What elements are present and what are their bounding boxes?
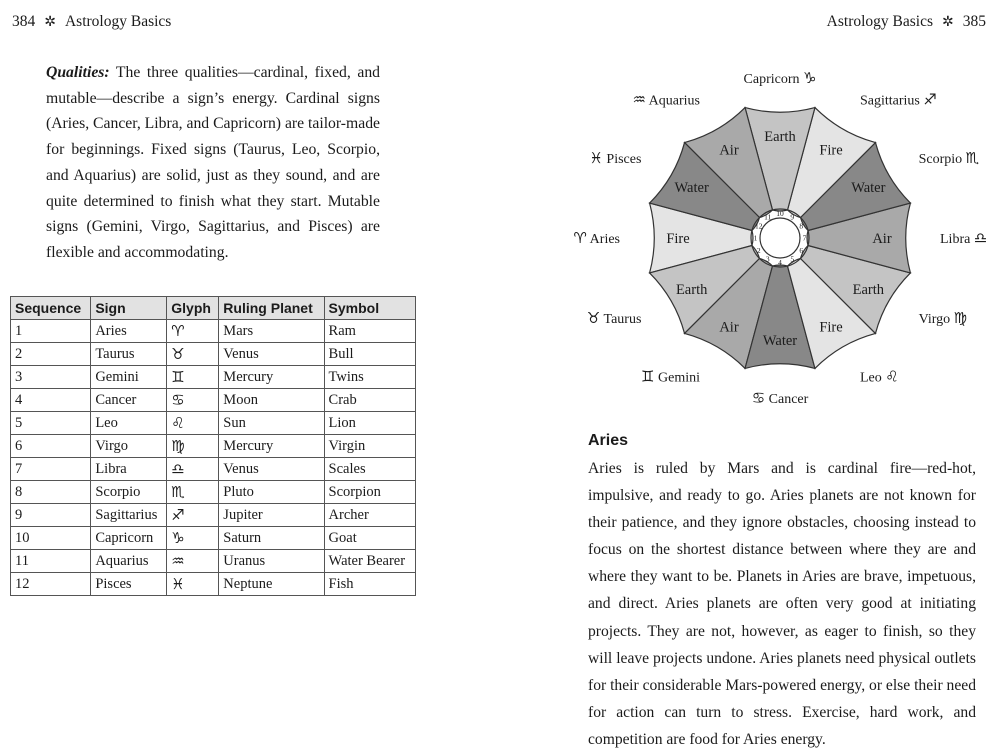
house-number: 4: [778, 258, 782, 267]
sign-name: Capricorn: [743, 72, 800, 87]
house-number: 5: [790, 254, 795, 264]
table-row: [11, 504, 416, 527]
ruling-planet-cell: Saturn: [219, 527, 324, 550]
col-sequence: Sequence: [11, 297, 91, 320]
aries-paragraph: Aries is ruled by Mars and is cardinal fire—red-hot, impulsive, and ready to go. Aries planets are not known for their patience, and they ignore obstacles, choosing instead to focus on the shortest distance between where they are and where they want to be. Planets in Aries are brave, impetuous, and direct. Aries planets are often very good at initiating projects. They are not, however, as eager to finish, so they will leave projects undone. Aries planets need physical outlets for their considerable Mars-powered energy, or else their need for action can turn to stress. Exercise, hard work, and competition are food for Aries energy.: [588, 460, 976, 748]
house-number: 3: [765, 254, 770, 264]
sign-cell: Sagittarius: [91, 504, 167, 527]
sign-label-gemini: [641, 368, 700, 386]
table-row: [11, 527, 416, 550]
sign-glyph-icon: ♌: [885, 367, 899, 386]
col-glyph: Glyph: [167, 297, 219, 320]
sign-label-sagittarius: [860, 90, 937, 108]
table-row: [11, 435, 416, 458]
element-label: Fire: [666, 231, 690, 247]
sign-name: Virgo: [918, 312, 951, 327]
aries-heading: Aries: [588, 432, 629, 449]
sign-cell: Libra: [91, 458, 167, 481]
symbol-cell: Virgin: [324, 435, 415, 458]
table-row: [11, 458, 416, 481]
qualities-lead: Qualities:: [46, 64, 110, 81]
sequence-cell: 3: [11, 366, 91, 389]
table-header-row: [11, 297, 416, 320]
sign-glyph-icon: ♍: [953, 309, 968, 327]
sign-name: Aquarius: [648, 93, 700, 109]
sign-cell: Pisces: [91, 573, 167, 596]
sign-cell: Capricorn: [91, 527, 167, 550]
table-row: [11, 343, 416, 366]
left-page-header: [12, 13, 171, 31]
sign-name: Cancer: [768, 392, 809, 407]
sequence-cell: 4: [11, 389, 91, 412]
sign-cell: Virgo: [91, 435, 167, 458]
sign-glyph-icon: ♏: [965, 149, 980, 167]
element-label: Earth: [675, 282, 708, 298]
element-label: Water: [851, 180, 886, 196]
sign-glyph-icon: ♎: [973, 229, 988, 247]
glyph-cell: ♎: [167, 458, 219, 481]
glyph-cell: ♉: [167, 343, 219, 366]
table-row: [11, 481, 416, 504]
symbol-cell: Lion: [324, 412, 415, 435]
ruling-planet-cell: Mars: [219, 320, 324, 343]
symbol-cell: Bull: [324, 343, 415, 366]
house-number: 8: [799, 221, 804, 231]
ruling-planet-cell: Uranus: [219, 550, 324, 573]
house-number: 12: [755, 221, 763, 231]
sign-name: Gemini: [658, 370, 700, 386]
ruling-planet-cell: Pluto: [219, 481, 324, 504]
sign-label-virgo: [919, 309, 968, 327]
element-label: Earth: [852, 282, 885, 298]
house-number: 11: [764, 212, 772, 222]
ruling-planet-cell: Neptune: [219, 573, 324, 596]
glyph-cell: ♒: [167, 550, 219, 573]
sequence-cell: 6: [11, 435, 91, 458]
ruling-planet-cell: Moon: [219, 389, 324, 412]
sequence-cell: 2: [11, 343, 91, 366]
ruling-planet-cell: Venus: [219, 343, 324, 366]
sequence-cell: 7: [11, 458, 91, 481]
table-row: [11, 389, 416, 412]
house-number: 9: [790, 212, 795, 222]
sign-name: Taurus: [603, 312, 642, 327]
house-number: 10: [776, 209, 784, 218]
element-label: Air: [872, 231, 892, 247]
sequence-cell: 8: [11, 481, 91, 504]
ruling-planet-cell: Mercury: [219, 435, 324, 458]
ornament-icon: ✲: [942, 14, 954, 30]
sign-glyph-icon: ♑: [803, 69, 817, 87]
glyph-cell: ♌: [167, 412, 219, 435]
sign-label-leo: [860, 368, 899, 386]
symbol-cell: Water Bearer: [324, 550, 415, 573]
left-page-number: 384: [12, 13, 36, 30]
symbol-cell: Twins: [324, 366, 415, 389]
sign-name: Scorpio: [918, 152, 963, 167]
table-row: [11, 412, 416, 435]
sign-name: Libra: [940, 232, 971, 247]
glyph-cell: ♋: [167, 389, 219, 412]
sign-cell: Gemini: [91, 366, 167, 389]
sign-name: Leo: [860, 370, 882, 386]
left-running-title: Astrology Basics: [64, 13, 172, 30]
house-number: 1: [753, 233, 758, 243]
element-label: Air: [719, 142, 739, 159]
col-ruling-planet: Ruling Planet: [219, 297, 324, 320]
sign-label-pisces: [589, 149, 641, 167]
symbol-cell: Goat: [324, 527, 415, 550]
ruling-planet-cell: Mercury: [219, 366, 324, 389]
glyph-cell: ♊: [167, 366, 219, 389]
house-number: 2: [756, 245, 761, 255]
sign-name: Aries: [589, 232, 620, 247]
sign-label-aries: [573, 229, 620, 247]
sign-glyph-icon: ♈: [573, 229, 587, 247]
element-label: Air: [719, 319, 739, 336]
sign-label-capricorn: [744, 69, 817, 87]
glyph-cell: ♐: [167, 504, 219, 527]
element-label: Fire: [819, 319, 843, 336]
table-body: [11, 320, 416, 596]
right-running-title: Astrology Basics: [826, 13, 934, 30]
glyph-cell: ♍: [167, 435, 219, 458]
symbol-cell: Fish: [324, 573, 415, 596]
sequence-cell: 11: [11, 550, 91, 573]
sign-cell: Aries: [91, 320, 167, 343]
qualities-paragraph: [46, 60, 380, 266]
sign-label-aquarius: [632, 90, 700, 108]
sequence-cell: 9: [11, 504, 91, 527]
sign-cell: Aquarius: [91, 550, 167, 573]
zodiac-wheel: [573, 68, 988, 407]
sign-glyph-icon: ♉: [586, 309, 601, 327]
glyph-cell: ♈: [167, 320, 219, 343]
qualities-text: The three qualities—cardinal, fixed, and mutable—describe a sign’s energy. Cardinal signs (Aries, Cancer, Libra, and Capricorn) are tailor-made for beginnings. Fixed signs (Taurus, Leo, Scorpio, and Aquarius) are solid, just as they sound, and are quite determined to finish what they start. Mutable signs (Gemini, Virgo, Sagittarius, and Pisces) are flexible and accommodating.: [46, 64, 381, 261]
ruling-planet-cell: Venus: [219, 458, 324, 481]
symbol-cell: Scales: [324, 458, 415, 481]
sequence-cell: 10: [11, 527, 91, 550]
zodiac-table: [10, 296, 416, 596]
col-sign: Sign: [91, 297, 167, 320]
symbol-cell: Archer: [324, 504, 415, 527]
glyph-cell: ♓: [167, 573, 219, 596]
sign-cell: Cancer: [91, 389, 167, 412]
table-row: [11, 320, 416, 343]
sign-cell: Taurus: [91, 343, 167, 366]
sign-glyph-icon: ♐: [923, 90, 937, 109]
right-page-header: [827, 13, 986, 31]
sign-name: Pisces: [606, 152, 642, 167]
sign-label-taurus: [587, 309, 642, 327]
ruling-planet-cell: Sun: [219, 412, 324, 435]
right-page-number: 385: [962, 13, 986, 30]
wheel-center: [760, 218, 800, 258]
house-number: 6: [799, 245, 804, 255]
glyph-cell: ♑: [167, 527, 219, 550]
glyph-cell: ♏: [167, 481, 219, 504]
sign-cell: Scorpio: [91, 481, 167, 504]
sign-glyph-icon: ♒: [632, 90, 646, 109]
house-number: 7: [802, 233, 807, 243]
symbol-cell: Ram: [324, 320, 415, 343]
element-label: Fire: [819, 142, 843, 159]
sign-name: Sagittarius: [860, 93, 920, 109]
sign-cell: Leo: [91, 412, 167, 435]
sign-label-libra: [940, 229, 987, 247]
col-symbol: Symbol: [324, 297, 415, 320]
sign-glyph-icon: ♊: [641, 367, 655, 386]
element-label: Water: [762, 333, 798, 349]
sign-glyph-icon: ♋: [751, 389, 766, 407]
element-label: Earth: [764, 129, 796, 145]
ornament-icon: ✲: [44, 14, 56, 30]
table-row: [11, 573, 416, 596]
element-label: Water: [674, 180, 709, 196]
sequence-cell: 1: [11, 320, 91, 343]
ruling-planet-cell: Jupiter: [219, 504, 324, 527]
sequence-cell: 12: [11, 573, 91, 596]
sign-glyph-icon: ♓: [589, 149, 603, 167]
table-row: [11, 550, 416, 573]
sign-label-cancer: [752, 389, 809, 407]
symbol-cell: Scorpion: [324, 481, 415, 504]
table-row: [11, 366, 416, 389]
sequence-cell: 5: [11, 412, 91, 435]
symbol-cell: Crab: [324, 389, 415, 412]
sign-label-scorpio: [919, 149, 980, 167]
